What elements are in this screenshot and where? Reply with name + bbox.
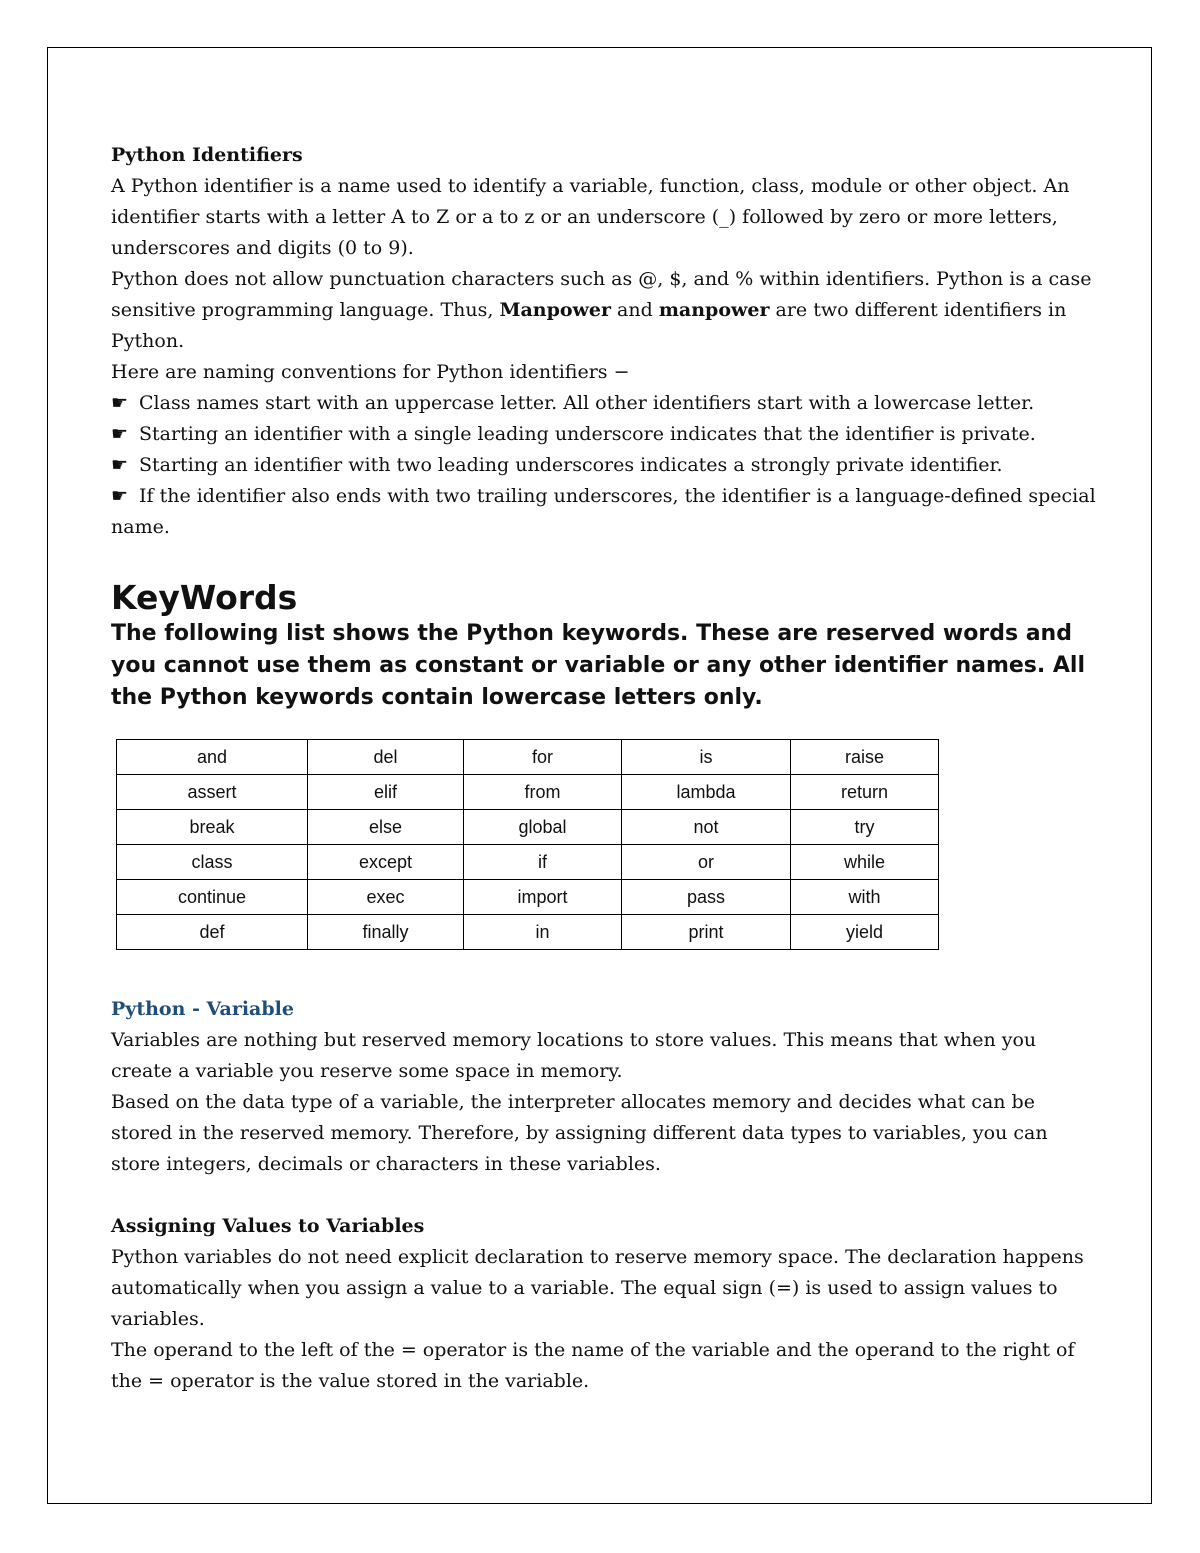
manpower-lower: manpower	[658, 299, 770, 321]
pointing-hand-icon: ☛	[111, 485, 129, 507]
pointing-hand-icon: ☛	[111, 423, 129, 445]
variable-heading: Python - Variable	[111, 998, 294, 1020]
identifiers-paragraph-2	[111, 264, 1101, 357]
keyword-cell: pass	[622, 880, 791, 915]
keyword-cell: def	[117, 915, 308, 950]
list-item-text: Class names start with an uppercase letter. All other identifiers start with a lowercase letter.	[139, 392, 1035, 414]
p2-end: are two different identifiers in Python.	[111, 299, 1067, 352]
pointing-hand-icon: ☛	[111, 392, 129, 414]
keyword-cell: from	[464, 775, 622, 810]
keyword-cell: raise	[791, 740, 939, 775]
keyword-cell: for	[464, 740, 622, 775]
keyword-cell: assert	[117, 775, 308, 810]
list-item	[111, 481, 1101, 543]
p2-start: Python does not allow punctuation characters such as @, $, and % within identifiers. Python is a case sensitive programming language. Thus,	[111, 268, 1092, 321]
variable-paragraph-2: Based on the data type of a variable, the interpreter allocates memory and decides what can be stored in the reserved memory. Therefore, by assigning different data types to variables, you can store integers, decimals or characters in these variables.	[111, 1091, 1048, 1175]
keyword-cell: continue	[117, 880, 308, 915]
identifiers-heading: Python Identifiers	[111, 144, 303, 166]
keyword-cell: with	[791, 880, 939, 915]
keywords-table	[116, 739, 939, 950]
list-item	[111, 450, 1101, 481]
keyword-cell: print	[622, 915, 791, 950]
keyword-cell: del	[308, 740, 464, 775]
table-row	[117, 740, 939, 775]
keyword-cell: break	[117, 810, 308, 845]
keywords-heading: KeyWords	[111, 578, 298, 617]
keyword-cell: global	[464, 810, 622, 845]
variable-paragraph-1: Variables are nothing but reserved memory locations to store values. This means that when you create a variable you reserve some space in memory.	[111, 1029, 1037, 1082]
assigning-heading: Assigning Values to Variables	[111, 1215, 425, 1237]
list-item	[111, 419, 1101, 450]
naming-conventions-list	[111, 388, 1101, 543]
keyword-cell: import	[464, 880, 622, 915]
table-row	[117, 845, 939, 880]
manpower-upper: Manpower	[499, 299, 612, 321]
identifiers-paragraph-1: A Python identifier is a name used to identify a variable, function, class, module or other object. An identifier starts with a letter A to Z or a to z or an underscore (_) followed by zero or more letters, underscores and digits (0 to 9).	[111, 175, 1070, 259]
table-row	[117, 775, 939, 810]
keyword-cell: or	[622, 845, 791, 880]
keyword-cell: if	[464, 845, 622, 880]
keyword-cell: else	[308, 810, 464, 845]
keyword-cell: finally	[308, 915, 464, 950]
keyword-cell: elif	[308, 775, 464, 810]
list-item-text: If the identifier also ends with two trailing underscores, the identifier is a language-defined special name.	[111, 485, 1096, 538]
keyword-cell: and	[117, 740, 308, 775]
table-row	[117, 880, 939, 915]
keyword-cell: not	[622, 810, 791, 845]
list-item-text: Starting an identifier with a single leading underscore indicates that the identifier is private.	[139, 423, 1036, 445]
table-row	[117, 915, 939, 950]
document-body	[111, 140, 1101, 1397]
identifiers-paragraph-3: Here are naming conventions for Python identifiers −	[111, 361, 630, 383]
keyword-cell: try	[791, 810, 939, 845]
list-item-text: Starting an identifier with two leading underscores indicates a strongly private identifier.	[139, 454, 1003, 476]
pointing-hand-icon: ☛	[111, 454, 129, 476]
keywords-intro: The following list shows the Python keywords. These are reserved words and you cannot use them as constant or variable or any other identifier names. All the Python keywords contain lowercase letters only.	[111, 621, 1086, 710]
keyword-cell: return	[791, 775, 939, 810]
keyword-cell: in	[464, 915, 622, 950]
assigning-paragraph-2: The operand to the left of the = operator is the name of the variable and the operand to the right of the = operator is the value stored in the variable.	[111, 1339, 1075, 1392]
keyword-cell: exec	[308, 880, 464, 915]
keyword-cell: class	[117, 845, 308, 880]
table-row	[117, 810, 939, 845]
keyword-cell: yield	[791, 915, 939, 950]
list-item	[111, 388, 1101, 419]
assigning-paragraph-1: Python variables do not need explicit declaration to reserve memory space. The declaration happens automatically when you assign a value to a variable. The equal sign (=) is used to assign values to variables.	[111, 1246, 1084, 1330]
p2-mid: and	[611, 299, 659, 321]
keyword-cell: except	[308, 845, 464, 880]
keyword-cell: while	[791, 845, 939, 880]
keyword-cell: lambda	[622, 775, 791, 810]
keyword-cell: is	[622, 740, 791, 775]
